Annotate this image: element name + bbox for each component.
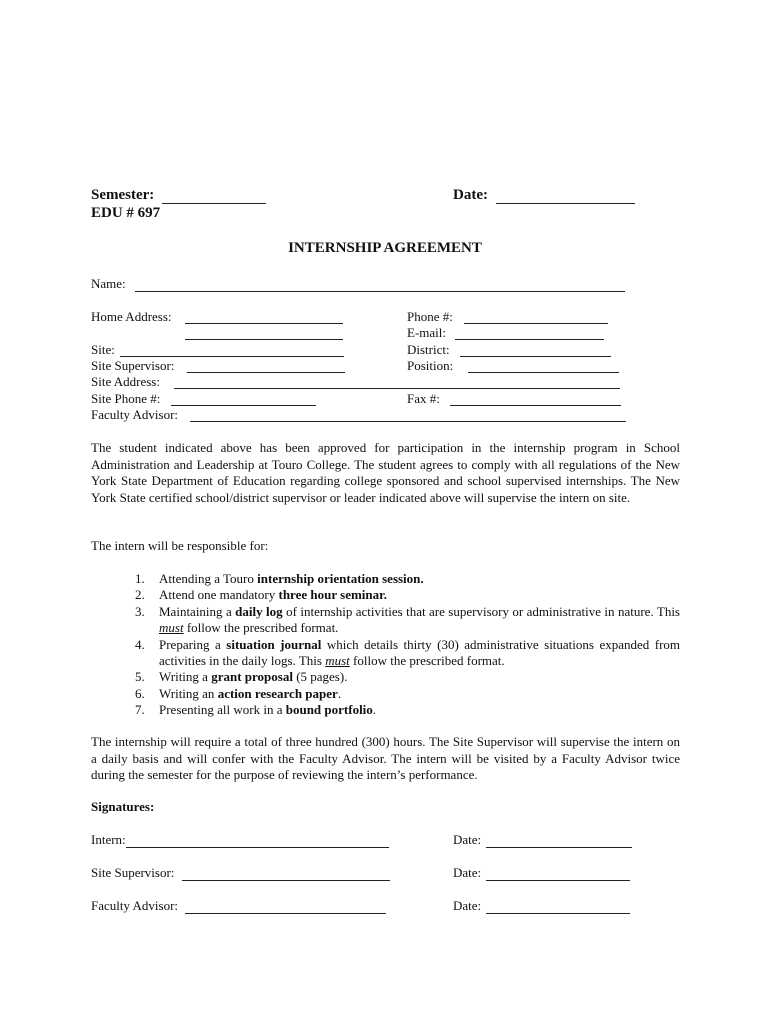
semester-line[interactable]: [162, 189, 266, 204]
header-date-label: Date:: [453, 187, 488, 203]
name-label: Name:: [91, 276, 126, 291]
home-address-label: Home Address:: [91, 309, 172, 324]
list-item: 4. Preparing a situation journal which details thirty (30) administrative situations expanded from activities in the daily logs. This must follow the prescribed format.: [135, 636, 681, 669]
list-item: 2. Attend one mandatory three hour seminar.: [135, 587, 387, 603]
position-field: [407, 358, 453, 374]
intern-date-field: [453, 832, 632, 848]
intern-signature-line[interactable]: [126, 833, 389, 848]
site-address-label: Site Address:: [91, 374, 160, 389]
fax-line[interactable]: [450, 391, 621, 406]
site-supervisor-date-label: Date:: [453, 865, 482, 880]
phone-field: [407, 309, 453, 325]
site-label: Site:: [91, 342, 115, 357]
district-line[interactable]: [460, 342, 611, 357]
site-field: [91, 342, 115, 358]
home-address-field: [91, 309, 172, 325]
header-date-field: [453, 187, 635, 204]
site-phone-line[interactable]: [171, 391, 316, 406]
site-supervisor-signature-field: [91, 865, 390, 881]
district-label: District:: [407, 342, 450, 357]
email-line[interactable]: [455, 325, 604, 340]
header-date-line[interactable]: [496, 189, 635, 204]
email-label: E-mail:: [407, 325, 446, 340]
document-title: INTERNSHIP AGREEMENT: [288, 240, 482, 256]
hours-paragraph: The internship will require a total of three hundred (300) hours. The Site Supervisor will supervise the intern on a daily basis and will confer with the Faculty Advisor. The intern will be visited by a Faculty Advisor twice during the semester for the purpose of reviewing the intern’s performance.: [91, 734, 680, 782]
position-label: Position:: [407, 358, 454, 373]
site-address-line[interactable]: [174, 374, 620, 389]
semester-label: Semester:: [91, 187, 155, 203]
position-line[interactable]: [468, 358, 619, 373]
intro-paragraph: The student indicated above has been approved for participation in the internship program in School Administration and Leadership at Touro College. The student agrees to comply with all regulations of the New York State Department of Education regarding college sponsored and school supervised internships. The New York State certified school/district supervisor or leader indicated above will supervise the intern on site.: [91, 440, 680, 505]
responsible-intro: The intern will be responsible for:: [91, 538, 269, 553]
site-supervisor-sig-label: Site Supervisor:: [91, 865, 175, 880]
faculty-advisor-sig-label: Faculty Advisor:: [91, 898, 179, 913]
list-item: 3. Maintaining a daily log of internship activities that are supervisory or administrative in nature. This must follow the prescribed format.: [135, 603, 680, 636]
intern-label: Intern:: [91, 832, 126, 847]
intern-signature-field: [91, 832, 389, 848]
faculty-advisor-label: Faculty Advisor:: [91, 407, 179, 422]
site-supervisor-signature-line[interactable]: [182, 866, 390, 881]
faculty-advisor-field: [91, 407, 178, 423]
name-line[interactable]: [135, 277, 625, 292]
name-field: [91, 276, 625, 292]
responsibilities-list: [91, 571, 680, 719]
home-address-line-2[interactable]: [185, 325, 343, 340]
list-item: 7. Presenting all work in a bound portfolio.: [135, 702, 377, 718]
phone-line[interactable]: [464, 309, 608, 324]
intern-date-line[interactable]: [486, 833, 632, 848]
phone-label: Phone #:: [407, 309, 453, 324]
fax-label: Fax #:: [407, 391, 440, 406]
site-supervisor-field: [91, 358, 174, 374]
list-item: 1. Attending a Touro internship orientation session.: [135, 571, 424, 586]
site-phone-field: [91, 391, 160, 407]
list-item: 5. Writing a grant proposal (5 pages).: [135, 669, 348, 685]
semester-field: [91, 187, 266, 204]
fax-field: [407, 391, 440, 407]
site-supervisor-date-field: [453, 865, 630, 881]
signatures-heading: Signatures:: [91, 799, 155, 814]
site-supervisor-line[interactable]: [187, 358, 345, 373]
intern-date-label: Date:: [453, 832, 482, 847]
faculty-advisor-date-field: [453, 898, 630, 914]
site-supervisor-date-line[interactable]: [486, 866, 630, 881]
site-phone-label: Site Phone #:: [91, 391, 161, 406]
site-line[interactable]: [120, 342, 344, 357]
site-supervisor-label: Site Supervisor:: [91, 358, 175, 373]
faculty-advisor-signature-field: [91, 898, 386, 914]
faculty-advisor-date-line[interactable]: [486, 899, 630, 914]
email-field: [407, 325, 446, 341]
home-address-line-1[interactable]: [185, 309, 343, 324]
district-field: [407, 342, 450, 358]
list-item: 6. Writing an action research paper.: [135, 685, 342, 701]
faculty-advisor-signature-line[interactable]: [185, 899, 386, 914]
site-address-field: [91, 374, 160, 390]
faculty-advisor-line[interactable]: [190, 407, 626, 422]
faculty-advisor-date-label: Date:: [453, 898, 482, 913]
course-number: EDU # 697: [91, 205, 161, 221]
